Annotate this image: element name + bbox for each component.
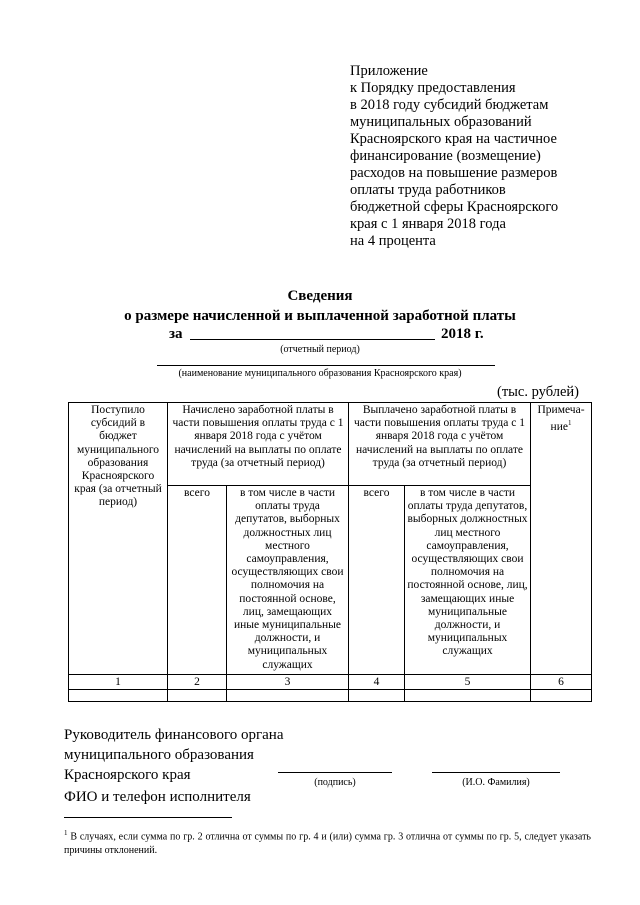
report-table (68, 402, 592, 702)
period-prefix: за (169, 326, 183, 342)
appendix-line: к Порядку предоставления (350, 80, 516, 96)
footnote-mark: 1 (64, 829, 68, 837)
period-year: 2018 г. (441, 326, 484, 342)
data-cell[interactable] (69, 690, 168, 702)
appendix-line: в 2018 году субсидий бюджетам (350, 97, 549, 113)
column-number: 1 (69, 675, 168, 690)
document-title: Сведения (287, 288, 353, 304)
municipality-blank-line (157, 365, 495, 366)
appendix-line: Красноярского края на частичное (350, 131, 557, 147)
appendix-line: Приложение (350, 63, 428, 79)
note-label: Примеча-ние (537, 404, 585, 434)
appendix-line: бюджетной сферы Красноярского (350, 199, 559, 215)
header-accrued-including: в том числе в части оплаты труда депутатов, выборных должностных лиц местного самоуправления, осуществляющих свои полномочия на постоянной основе, лиц, замещающих иные муниципальные должности, и муниципальных служащих (227, 486, 349, 675)
footnote-text: В случаях, если сумма по гр. 2 отлична от суммы по гр. 4 и (или) сумма гр. 3 отлична от суммы по гр. 5, следует указать причины отклонений. (64, 831, 591, 857)
municipality-caption: (наименование муниципального образования Красноярского края) (178, 368, 462, 379)
table-data-row (69, 690, 592, 702)
data-cell[interactable] (349, 690, 405, 702)
appendix-line: на 4 процента (350, 233, 436, 249)
footnote-divider (64, 817, 232, 818)
header-paid: Выплачено заработной платы в части повышения оплаты труда с 1 января 2018 года с учётом начислений на выплаты по оплате труда (за отчетный период) (349, 403, 531, 486)
header-subsidies-received: Поступило субсидий в бюджет муниципального образования Красноярского края (за отчетный период) (69, 403, 168, 675)
header-accrued: Начислено заработной платы в части повышения оплаты труда с 1 января 2018 года с учётом начислений на выплаты по оплате труда (за отчетный период) (168, 403, 349, 486)
name-caption: (И.О. Фамилия) (462, 777, 530, 788)
column-number: 4 (349, 675, 405, 690)
footnote (64, 826, 591, 858)
data-cell[interactable] (168, 690, 227, 702)
data-cell[interactable] (531, 690, 592, 702)
header-paid-total: всего (349, 486, 405, 675)
signature-caption: (подпись) (314, 777, 356, 788)
appendix-line: расходов на повышение размеров (350, 165, 558, 181)
period-caption: (отчетный период) (280, 344, 360, 355)
signature-blank-line (278, 772, 392, 773)
period-blank-line (190, 339, 435, 340)
column-number: 3 (227, 675, 349, 690)
column-number: 5 (405, 675, 531, 690)
data-cell[interactable] (227, 690, 349, 702)
head-title-line: Руководитель финансового органа (64, 727, 284, 743)
header-note (531, 403, 592, 675)
column-number: 6 (531, 675, 592, 690)
appendix-line: финансирование (возмещение) (350, 148, 541, 164)
data-cell[interactable] (405, 690, 531, 702)
head-signature-block (64, 725, 284, 785)
column-number: 2 (168, 675, 227, 690)
header-paid-including: в том числе в части оплаты труда депутатов, выборных должностных лиц местного самоуправления, осуществляющих свои полномочия на постоянной основе, лиц, замещающих иные муниципальные должности, и муниципальных служащих (405, 486, 531, 675)
document-subtitle: о размере начисленной и выплаченной заработной платы (124, 308, 516, 324)
name-blank-line (432, 772, 560, 773)
appendix-line: оплаты труда работников (350, 182, 506, 198)
head-title-line: муниципального образования (64, 747, 254, 763)
appendix-block (350, 63, 610, 250)
head-title-line: Красноярского края (64, 767, 191, 783)
table-header-row (69, 403, 592, 486)
appendix-line: края с 1 января 2018 года (350, 216, 506, 232)
appendix-line: муниципальных образований (350, 114, 532, 130)
header-accrued-total: всего (168, 486, 227, 675)
note-footnote-mark: 1 (567, 419, 572, 428)
units-label: (тыс. рублей) (497, 384, 579, 400)
executor-contact-label: ФИО и телефон исполнителя (64, 789, 251, 805)
column-number-row (69, 675, 592, 690)
